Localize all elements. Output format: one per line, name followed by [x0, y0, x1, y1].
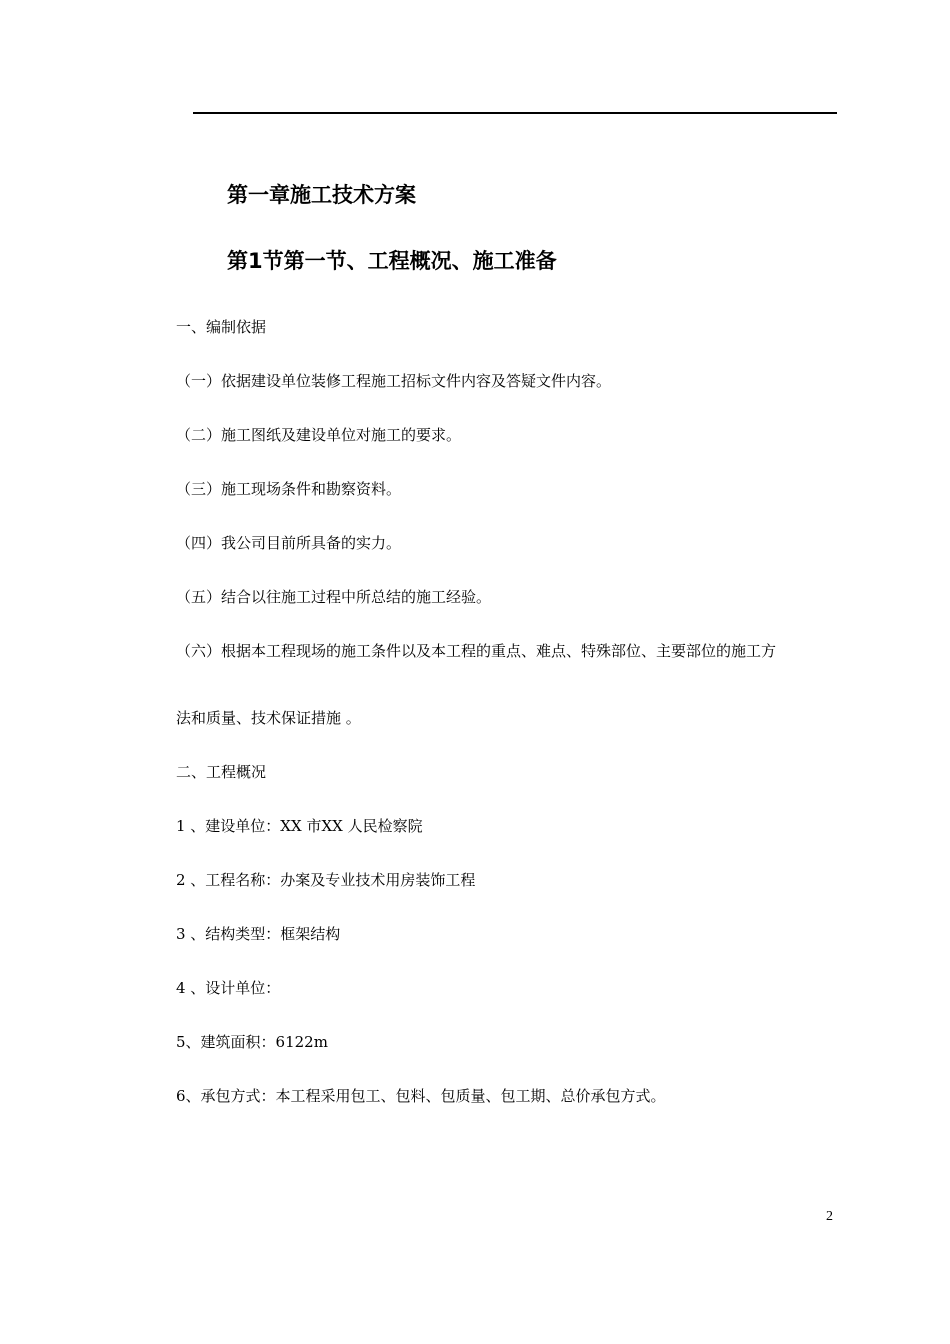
basis-item-6: （六）根据本工程现场的施工条件以及本工程的重点、难点、特殊部位、主要部位的施工方 [176, 642, 777, 660]
basis-item-3: （三）施工现场条件和勘察资料。 [176, 480, 402, 498]
header-rule [193, 112, 837, 114]
basis-item-2: （二）施工图纸及建设单位对施工的要求。 [176, 426, 462, 444]
basis-item-4: （四）我公司目前所具备的实力。 [176, 534, 402, 552]
overview-item-1: 1 、建设单位：XX 市XX 人民检察院 [176, 817, 423, 835]
basis-item-1: （一）依据建设单位装修工程施工招标文件内容及答疑文件内容。 [176, 372, 612, 390]
overview-item-5: 5、建筑面积：6122m [176, 1033, 328, 1051]
chapter-title: 第一章施工技术方案 [227, 183, 416, 207]
part1-heading: 一、编制依据 [176, 318, 267, 336]
overview-item-2: 2 、工程名称：办案及专业技术用房装饰工程 [176, 871, 476, 889]
overview-item-4: 4 、设计单位： [176, 979, 281, 997]
part2-heading: 二、工程概况 [176, 763, 267, 781]
section-title: 第1节第一节、工程概况、施工准备 [227, 249, 557, 273]
overview-item-6: 6、承包方式：本工程采用包工、包料、包质量、包工期、总价承包方式。 [176, 1087, 666, 1105]
overview-item-3: 3 、结构类型：框架结构 [176, 925, 341, 943]
basis-item-5: （五）结合以往施工过程中所总结的施工经验。 [176, 588, 492, 606]
page-number: 2 [826, 1209, 833, 1224]
basis-item-6-continued: 法和质量、技术保证措施 。 [176, 709, 361, 727]
